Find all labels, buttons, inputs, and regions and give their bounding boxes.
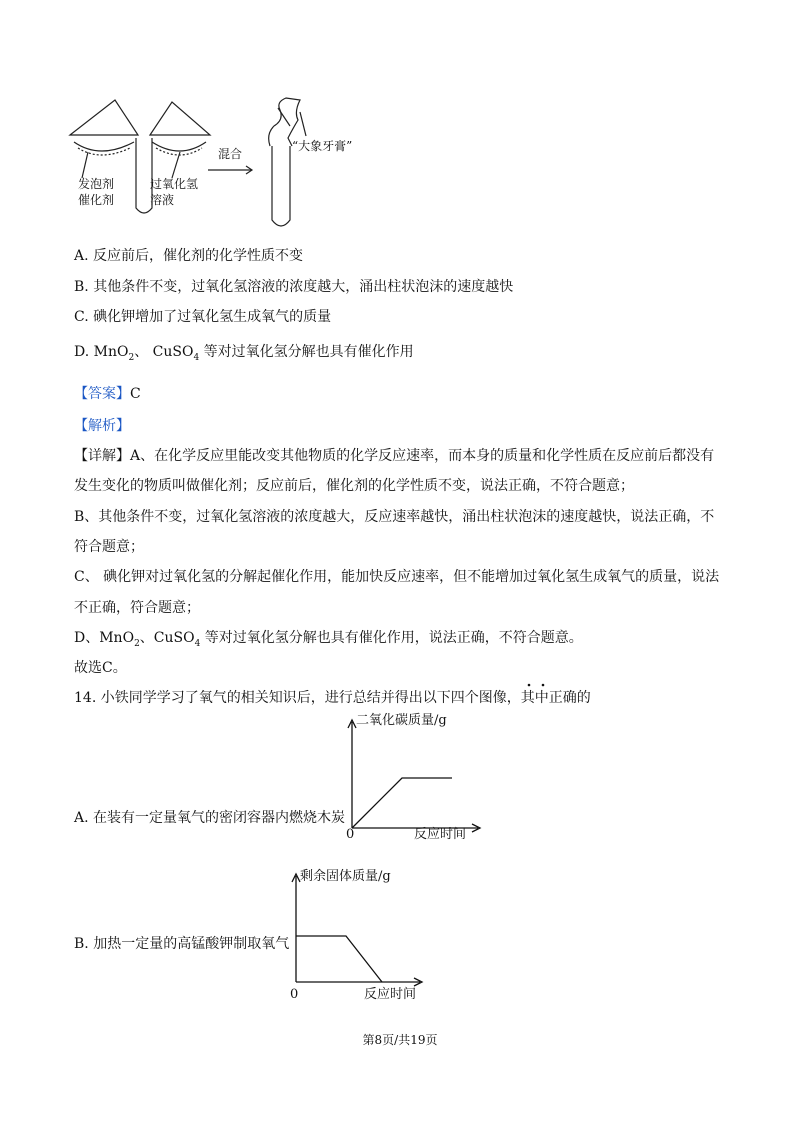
h2o2-beaker-icon: [150, 102, 210, 135]
detail-line-6: 不正确，符合题意；: [74, 600, 200, 616]
emphasis-dots: [524, 682, 554, 688]
catalyst-label: 发泡剂 催化剂: [78, 177, 115, 207]
product-label: “大象牙膏”: [292, 139, 353, 153]
option-a: A. 反应前后，催化剂的化学性质不变: [74, 248, 304, 264]
graph-a-line: [352, 778, 452, 828]
detail-line-5: C、 碘化钾对过氧化氢的分解起催化作用，能加快反应速率，但不能增加过氧化氢生成氧气的质量，说法: [74, 569, 720, 585]
question-14-stem: 14. 小铁同学学习了氧气的相关知识后，进行总结并得出以下四个图像，其中正确的: [74, 690, 591, 706]
graph-a-xlabel: 反应时间: [414, 827, 467, 842]
h2o2-label: 过氧化氢 溶液: [150, 177, 199, 207]
option-14b: B. 加热一定量的高锰酸钾制取氧气: [74, 936, 290, 952]
test-tube-icon: [272, 146, 290, 226]
answer-line: 【答案】C: [74, 386, 141, 402]
graph-b-xlabel: 反应时间: [364, 987, 417, 1002]
arrow-label: 混合: [218, 147, 243, 161]
analysis-label: 【解析】: [74, 418, 130, 434]
graph-b-ylabel: 剩余固体质量/g: [300, 869, 391, 884]
option-c: C. 碘化钾增加了过氧化氢生成氧气的质量: [74, 309, 332, 325]
detail-line-8: 故选C。: [74, 660, 127, 676]
page-footer: 第8页/共19页: [362, 1033, 438, 1047]
option-14a: A. 在装有一定量氧气的密闭容器内燃烧木炭: [74, 810, 346, 826]
option-d: D. MnO$_2$、 CuSO$_4$ 等对过氧化氢分解也具有催化作用: [74, 344, 414, 363]
elephant-toothpaste-figure: [60, 90, 380, 240]
catalyst-beaker-icon: [70, 100, 138, 135]
detail-line-7: D、MnO$_2$、CuSO$_4$ 等对过氧化氢分解也具有催化作用，说法正确，不符合题意。: [74, 630, 583, 649]
detail-line-1: 【详解】A、在化学反应里能改变其他物质的化学反应速率，而本身的质量和化学性质在反应前后都没有: [74, 448, 715, 464]
graph-a-ylabel: 二氧化碳质量/g: [356, 713, 447, 728]
detail-line-4: 符合题意；: [74, 539, 144, 555]
graph-a-origin: 0: [346, 827, 355, 842]
graph-b-origin: 0: [290, 987, 299, 1002]
detail-line-2: 发生变化的物质叫做催化剂；反应前后，催化剂的化学性质不变，说法正确，不符合题意；: [74, 478, 634, 494]
graph-a: [330, 712, 510, 842]
option-b: B. 其他条件不变，过氧化氢溶液的浓度越大，涌出柱状泡沫的速度越快: [74, 279, 514, 295]
detail-line-3: B、其他条件不变，过氧化氢溶液的浓度越大，反应速率越快，涌出柱状泡沫的速度越快，说法正确，不: [74, 509, 715, 525]
graph-b-line: [296, 936, 382, 982]
